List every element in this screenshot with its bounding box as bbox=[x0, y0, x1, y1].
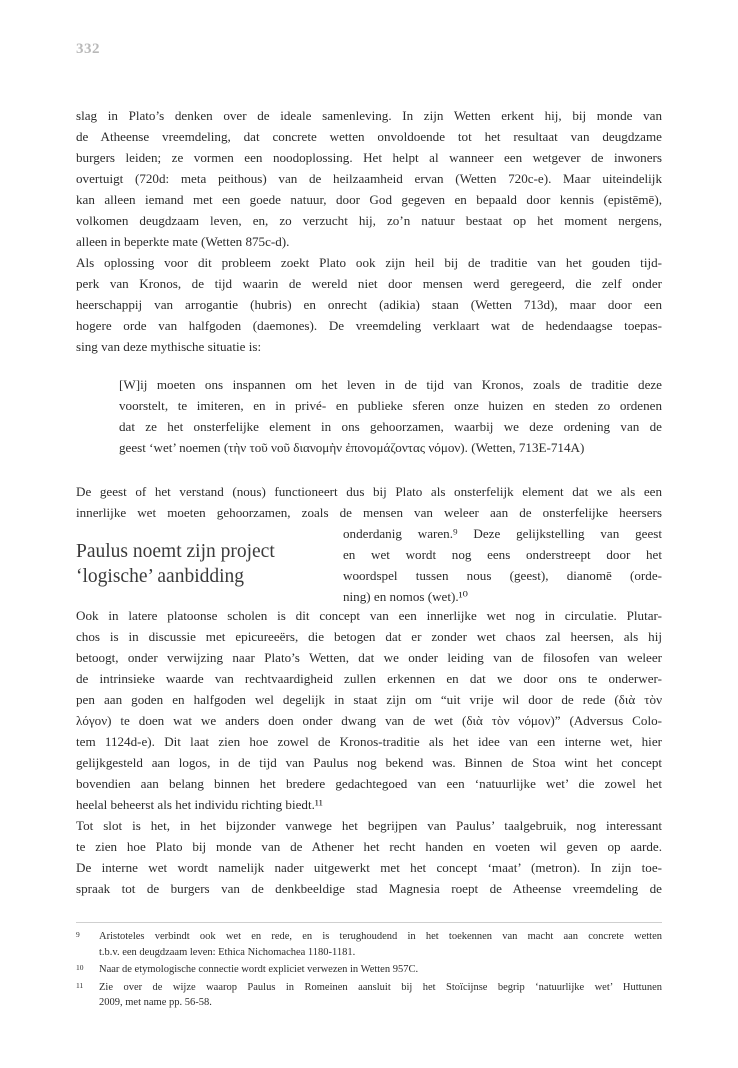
footnote-10 bbox=[76, 962, 662, 978]
text-line: hogere orde van halfgoden (daemones). De vreemdeling verklaart wat de hedendaagse toepas- bbox=[76, 318, 662, 333]
text-line: volkomen deugdzaam leven, en, zo verzucht hij, zo’n natuur bestaat op het moment nergens, bbox=[76, 213, 662, 228]
text-line: de Atheense vreemdeling, dat concrete wetten onvoldoende tot het resultaat van deugdzame bbox=[76, 129, 662, 144]
paragraph-2 bbox=[76, 252, 662, 357]
text-line: Ook in latere platoonse scholen is dit concept van een innerlijke wet nog in circulatie. Plutar- bbox=[76, 608, 662, 623]
paragraph-1 bbox=[76, 105, 662, 252]
text-line: de intrinsieke waarde van rechtvaardigheid zullen erkennen en dat we door ons te onderwer- bbox=[76, 671, 662, 686]
footnote-9 bbox=[76, 929, 662, 960]
text-line: burgers leiden; ze vormen een noodoplossing. Het helpt al wanneer een wetgever de inwoners bbox=[76, 150, 662, 165]
footnote-line: t.b.v. een deugdzaam leven: Ethica Nichomachea 1180-1181. bbox=[99, 946, 356, 958]
text-line: chos is in discussie met epicureeërs, die betogen dat er zonder wet chaos zal heersen, als hij bbox=[76, 629, 662, 644]
quote-line: dat ze het onsterfelijke element in ons gehoorzamen, waarbij we deze ordening van de bbox=[119, 419, 662, 434]
heading-line: Paulus noemt zijn project bbox=[76, 541, 275, 562]
text-line: sing van deze mythische situatie is: bbox=[76, 339, 262, 354]
text-line: spraak tot de burgers van de denkbeeldige stad Magnesia roept de Atheense vreemdeling de bbox=[76, 881, 662, 896]
text-line: perk van Kronos, de tijd waarin de wereld niet door mensen werd geregeerd, die zelf onder bbox=[76, 276, 662, 291]
text-line: overtuigt (720d: meta peithous) van de heilzaamheid ervan (Wetten 720c-e). Maar uiteindelijk bbox=[76, 171, 662, 186]
text-line: innerlijke wet moeten gehoorzamen, zoals de mensen van weleer aan de onsterfelijke heersers bbox=[76, 505, 662, 520]
quote-line: [W]ij moeten ons inspannen om het leven in de tijd van Kronos, zoals de traditie deze bbox=[119, 377, 662, 392]
block-quote bbox=[119, 374, 662, 458]
text-line: woordspel tussen nous (geest), dianomē (orde- bbox=[343, 568, 662, 583]
text-line: en wet wordt nog eens onderstreept door het bbox=[343, 547, 662, 562]
footnotes bbox=[76, 929, 662, 1013]
text-line: gelijkgesteld aan logos, in de tijd van Paulus nog bekend was. Binnen de Stoa wint het concept bbox=[76, 755, 662, 770]
heading-line: ‘logische’ aanbidding bbox=[76, 566, 245, 587]
text-line: kan alleen iemand met een goede natuur, door God gegeven en bepaald door kennis (epistēmē), bbox=[76, 192, 662, 207]
text-line: De geest of het verstand (nous) functioneert dus bij Plato als onsterfelijk element dat we als een bbox=[76, 484, 662, 499]
footnote-number: 10 bbox=[76, 963, 84, 972]
quote-line: geest ‘wet’ noemen (τὴν τοῦ νοῦ διανομὴν ἐπονομάζοντας νόμον). (Wetten, 713E-714A) bbox=[119, 440, 585, 455]
paragraph-5 bbox=[76, 815, 662, 899]
text-line: ning) en nomos (wet).¹⁰ bbox=[343, 589, 468, 604]
footnote-number: 11 bbox=[76, 980, 84, 990]
text-line: alleen in beperkte mate (Wetten 875c-d). bbox=[76, 234, 290, 249]
paragraph-3-continued bbox=[343, 523, 662, 607]
footnote-line: 2009, met name pp. 56-58. bbox=[99, 997, 212, 1008]
text-line: Als oplossing voor dit probleem zoekt Plato ook zijn heil bij de traditie van het gouden tijd- bbox=[76, 255, 662, 270]
text-line: onderdanig waren.⁹ Deze gelijkstelling van geest bbox=[343, 526, 662, 541]
text-line: bovendien aan belang binnen het bredere gedachtegoed van een ‘natuurlijke wet’ die zowel het bbox=[76, 776, 662, 791]
text-line: heelal beheerst als het individu richting biedt.¹¹ bbox=[76, 797, 323, 812]
text-line: te zien hoe Plato bij monde van de Athener het recht handen en voeten wil geven op aarde. bbox=[76, 839, 662, 854]
section-heading bbox=[76, 539, 336, 589]
paragraph-4 bbox=[76, 605, 662, 815]
footnote-divider bbox=[76, 922, 662, 923]
footnote-11 bbox=[76, 980, 662, 1011]
text-line: Tot slot is het, in het bijzonder vanwege het begrijpen van Paulus’ taalgebruik, nog interessant bbox=[76, 818, 662, 833]
footnote-line: Naar de etymologische connectie wordt expliciet verwezen in Wetten 957C. bbox=[99, 964, 419, 975]
page-number: 332 bbox=[76, 41, 100, 57]
text-line: slag in Plato’s denken over de ideale samenleving. In zijn Wetten erkent hij, bij monde van bbox=[76, 108, 662, 123]
quote-line: voorstelt, te imiteren, en in privé- en publieke sferen onze huizen en steden zo ordenen bbox=[119, 398, 662, 413]
text-line: λόγον) te doen wat we anders doen onder dwang van de wet (διὰ τὸν νόμον)” (Adversus Colo- bbox=[76, 713, 662, 728]
text-line: betoogt, onder verwijzing naar Plato’s Wetten, dat we onder leiding van de filosofen van weleer bbox=[76, 650, 662, 665]
text-line: pen aan goden en halfgoden wel degelijk in staat zijn om “uit vrije wil door de rede (διὰ τὸν bbox=[76, 692, 662, 707]
text-line: tem 1124d-e). Dit laat zien hoe zowel de Kronos-traditie als het idee van een interne wet, hier bbox=[76, 734, 662, 749]
paragraph-3 bbox=[76, 481, 662, 523]
text-line: De interne wet wordt namelijk nader uitgewerkt met het concept ‘maat’ (metron). In zijn toe- bbox=[76, 860, 662, 875]
footnote-line: Aristoteles verbindt ook wet en rede, en is terughoudend in het toekennen van macht aan concrete wetten bbox=[99, 931, 662, 942]
text-line: heerschappij van arrogantie (hubris) en onrecht (adikia) staan (Wetten 713d), maar door een bbox=[76, 297, 662, 312]
footnote-line: Zie over de wijze waarop Paulus in Romeinen aansluit bij het Stoïcijnse begrip ‘natuurlijke wet’ Huttunen bbox=[99, 981, 662, 993]
footnote-number: 9 bbox=[76, 930, 80, 939]
